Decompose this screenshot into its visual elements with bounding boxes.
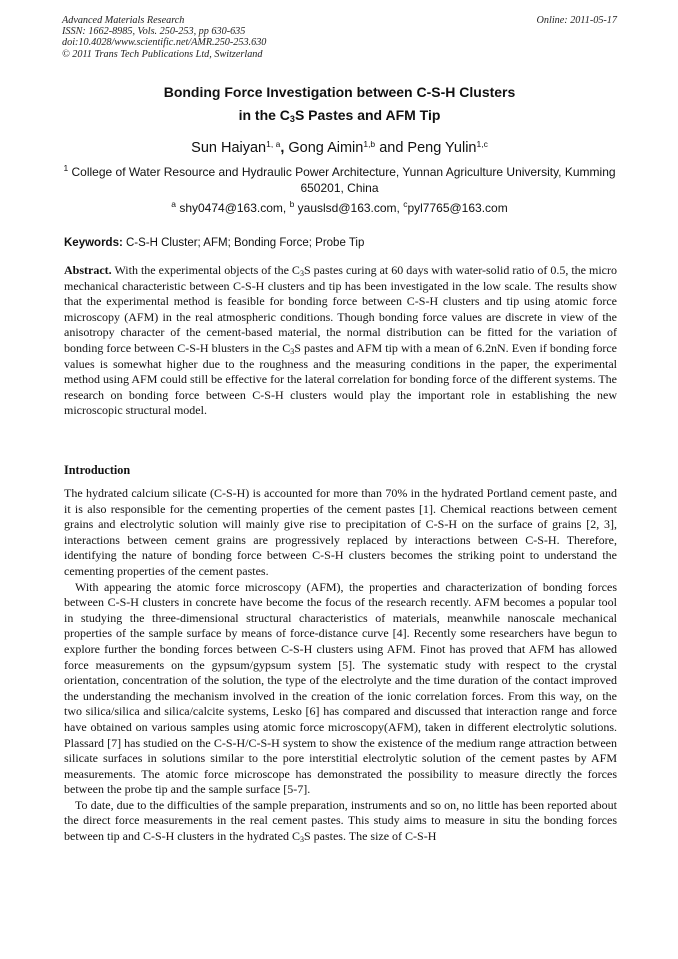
- paragraph: [64, 798, 617, 845]
- title-text: S Pastes and AFM Tip: [294, 107, 441, 123]
- keywords-label: Keywords:: [64, 237, 123, 249]
- author-name: Gong Aimin: [288, 140, 364, 156]
- affiliation-text: College of Water Resource and Hydraulic Power Architecture, Yunnan Agriculture University, Kumming 650201, China: [68, 165, 616, 195]
- abstract-text: With the experimental objects of the C: [111, 263, 300, 277]
- running-header: [62, 15, 617, 60]
- journal-name: Advanced Materials Research: [62, 15, 185, 26]
- copyright-line: © 2011 Trans Tech Publications Ltd, Switzerland: [62, 48, 263, 60]
- title-subscript: 3: [289, 114, 295, 124]
- author-separator: and: [375, 140, 408, 156]
- issn-line: ISSN: 1662-8985, Vols. 250-253, pp 630-635: [62, 26, 246, 38]
- title-line-2: [62, 104, 617, 127]
- abstract-subscript: 3: [299, 269, 304, 278]
- title-line-1: Bonding Force Investigation between C-S-H Clusters: [163, 84, 516, 100]
- author-superscript: 1, a: [266, 139, 281, 149]
- author-superscript: 1,b: [363, 139, 376, 149]
- email-superscript: a: [171, 199, 176, 209]
- keywords: [64, 236, 617, 251]
- online-date: Online: 2011-05-17: [536, 15, 617, 26]
- author-emails: [62, 201, 617, 216]
- paragraph-text: S pastes. The size of C-S-H: [303, 829, 437, 844]
- email-superscript: b: [289, 199, 295, 209]
- paragraph: With appearing the atomic force microscopy (AFM), the properties and characterization of bonding forces between C-S-H clusters in concrete have become the focus of the research recently. AFM becomes a popular tool in studying the three-dimensional structural characteristics of materials, meanwhile nanoscale mechanical properties of the sample surface by means of force-distance curve [4]. Recently some researchers have begun to explore further the bonding forces between C-S-H clusters using AFM. Finot has proved that AFM has allowed force measurements on the gypsum/gypsum system [5]. The systematic study with respect to the crystal orientation, concentration of the solution, the type of the electrolyte and the time duration of the contact improved the understanding the mechanism involved in the creation of the ionic correlation forces. From this way, on the two silica/silica and silica/calcite systems, Lesko [6] has compared and discussed that interaction range and force have obtained on various samples using atomic force microscopy(AFM), taken in different electrolytic solutions. Plassard [7] has studied on the C-S-H/C-S-H system to show the existence of the medium range attraction between silicate surfaces in solutions similar to the pore interstitial electrolytic solution of the cement pastes by AFM measurements. The atomic force microscope has demonstrated the possibility to measure directly the forces between the probe tip and the sample surface [5-7].: [64, 579, 617, 797]
- author-name: Sun Haiyan: [191, 140, 267, 156]
- email-text: yauslsd@163.com,: [294, 201, 404, 215]
- email-text: shy0474@163.com,: [176, 201, 290, 215]
- abstract-label: Abstract.: [64, 263, 112, 277]
- abstract-subscript: 3: [290, 346, 295, 356]
- author-name: Peng Yulin: [407, 140, 477, 156]
- affiliation-superscript: 1: [63, 163, 69, 173]
- author-separator: ,: [280, 140, 289, 156]
- keywords-text: C-S-H Cluster; AFM; Bonding Force; Probe Tip: [122, 237, 365, 249]
- email-superscript: c: [403, 199, 408, 209]
- abstract-text: S pastes curing at 60 days with water-solid ratio of 0.5, the micro mechanical characteristic between C-S-H clusters and tip has been investigated in the low scale. The results show that the experimental method is feasible for bonding force between C-S-H clusters and tip using atomic force microscopy (AFM) in the real atmospheric conditions. Though bonding force values are discrete in view of the anisotropy character of the cement-based material, the normal distribution can be fitted for the variation of bonding force between C-S-H blusters in the C: [64, 263, 618, 355]
- paragraph-text: To date, due to the difficulties of the sample preparation, instruments and so on, no little has been reported about the direct force measurements in the real cement pastes. This study aims to measure in situ the bonding forces between tip and C-S-H clusters in the hydrated C: [64, 797, 617, 844]
- paragraph: The hydrated calcium silicate (C-S-H) is accounted for more than 70% in the hydrated Portland cement paste, and it is also responsible for the cementing properties of the cement pastes [1]. Chemical reactions between cement grains and electrolytic solution will mainly give rise to precipitation of C-S-H on the surface of grains [2, 3], interactions between cement grains are progressively replaced by interactions between C-S-H. Therefore, identifying the nature of bonding force between C-S-H clusters becomes the striking point to understand the cementing properties of the cement pastes.: [64, 486, 617, 578]
- abstract: [64, 263, 617, 419]
- introduction-body: [64, 486, 617, 845]
- title-text: in the C: [238, 107, 290, 123]
- section-heading-introduction: Introduction: [64, 463, 131, 477]
- paper-title: [62, 81, 617, 127]
- affiliation: [62, 165, 617, 196]
- email-text: pyl7765@163.com: [407, 201, 508, 215]
- doi-line: doi:10.4028/www.scientific.net/AMR.250-253.630: [62, 37, 267, 49]
- abstract-text: S pastes and AFM tip with a mean of 6.2nN. Even if bonding force values is somewhat higher due to the roughness and the measuring conditions in the paper, the experimental method using AFM could still be effective for the lateral correlation for bonding force of the different systems. The research on bonding force between C-S-H clusters would play the important role in establishing the new microscopic structural model.: [64, 340, 617, 418]
- author-superscript: 1,c: [476, 139, 488, 149]
- author-list: [62, 138, 617, 158]
- paragraph-subscript: 3: [299, 835, 304, 845]
